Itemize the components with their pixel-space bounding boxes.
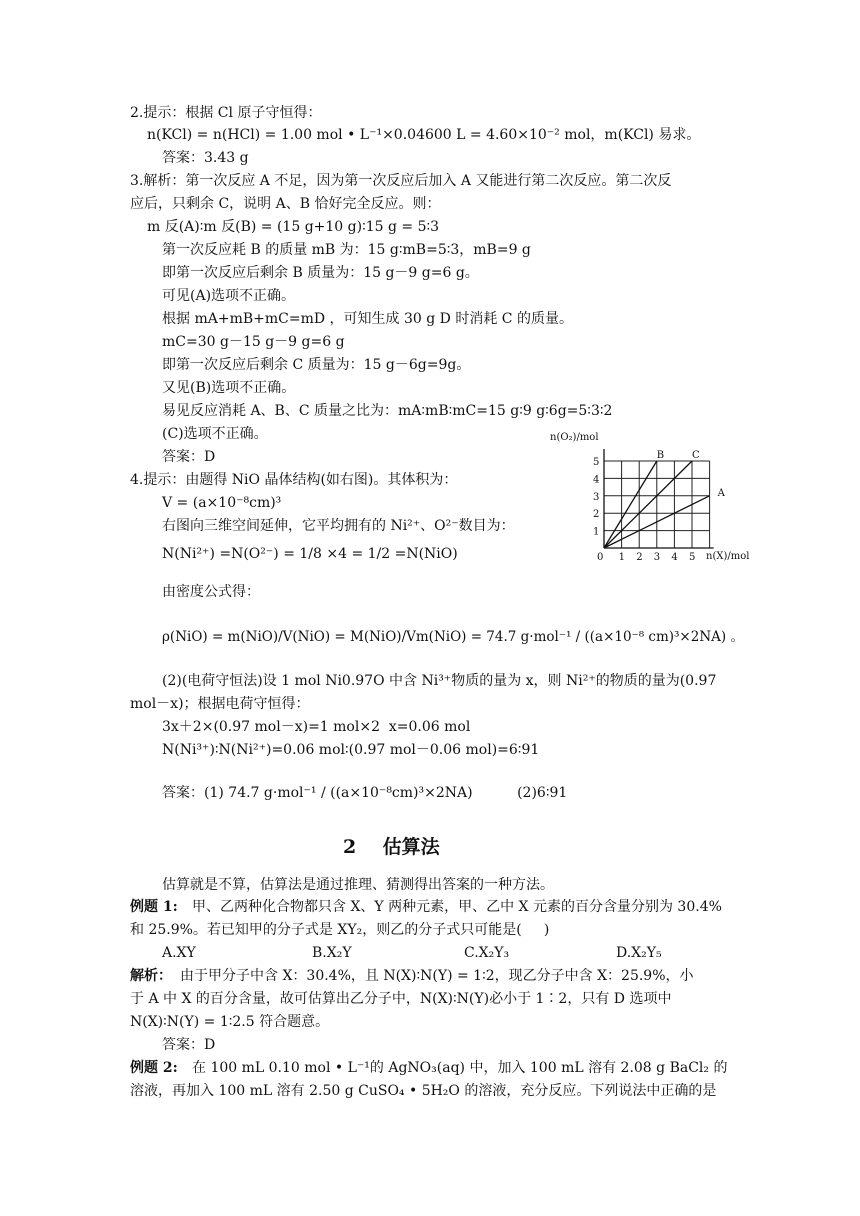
y-tick-label: 4 — [593, 474, 600, 486]
formula-line: N(Ni²⁺) =N(O²⁻) = 1/8 ×4 = 1/2 =N(NiO) — [162, 546, 458, 562]
x-tick-label: 4 — [671, 552, 678, 563]
text-line: 在 100 mL 0.10 mol • L⁻¹的 AgNO₃(aq) 中，加入 100 mL 溶有 2.08 g BaCl₂ 的 — [192, 1060, 728, 1076]
series-label-C: C — [692, 450, 700, 461]
text-line: 于 A 中 X 的百分含量，故可估算出乙分子中，N(X)∶N(Y)必小于 1∶2，只有 D 选项中 — [130, 991, 672, 1007]
text-line: 答案：D — [162, 449, 216, 465]
text-line: 3x＋2×(0.97 mol－x)=1 mol×2 x=0.06 mol — [162, 719, 471, 735]
text-line: 由于甲分子中含 X：30.4%，且 N(X)∶N(Y) = 1∶2，现乙分子中含 X：25.9%，小 — [180, 968, 694, 984]
text-line: 答案：D — [162, 1037, 216, 1053]
example-label: 例题 1: — [130, 899, 178, 915]
text-line: 易见反应消耗 A、B、C 质量之比为：mA∶mB∶mC=15 g∶9 g∶6g=5∶3∶2 — [162, 403, 613, 419]
text-line: (2)(电荷守恒法)设 1 mol Ni0.97O 中含 Ni³⁺物质的量为 x，则 Ni²⁺的物质的量为(0.97 — [162, 673, 717, 689]
chart-series-group — [604, 450, 726, 548]
text-line: 估算就是不算，估算法是通过推理、猜测得出答案的一种方法。 — [162, 877, 554, 893]
x-axis-label: n(X)/mol — [706, 551, 750, 562]
y-tick-label: 2 — [593, 509, 600, 521]
text-line: mol－x)；根据电荷守恒得： — [130, 696, 310, 712]
text-line: 4.提示：由题得 NiO 晶体结构(如右图)。其体积为： — [130, 472, 458, 488]
line-chart — [548, 428, 758, 568]
series-line-C — [604, 461, 692, 548]
x-tick-label: 0 — [597, 552, 604, 563]
analysis-label: 解析： — [130, 968, 172, 984]
x-tick-label: 5 — [689, 552, 696, 563]
text-line: 甲、乙两种化合物都只含 X、Y 两种元素，甲、乙中 X 元素的百分含量分别为 30.4% — [192, 899, 722, 915]
series-label-B: B — [656, 450, 665, 461]
text-line: N(X)∶N(Y) = 1∶2.5 符合题意。 — [130, 1014, 330, 1030]
text-line: 可见(A)选项不正确。 — [162, 288, 296, 304]
series-label-A: A — [717, 487, 725, 499]
text-line: n(KCl) = n(HCl) = 1.00 mol • L⁻¹×0.04600 L = 4.60×10⁻² mol，m(KCl) 易求。 — [147, 127, 701, 143]
text-line: 和 25.9%。若已知甲的分子式是 XY₂，则乙的分子式只可能是( ) — [130, 922, 550, 938]
y-axis-label: n(O₂)/mol — [550, 432, 599, 443]
x-tick-label: 1 — [618, 552, 625, 563]
y-tick-label: 5 — [593, 457, 600, 468]
text-line: 应后，只剩余 C，说明 A、B 恰好完全反应。则： — [130, 196, 441, 212]
text-line: 3.解析：第一次反应 A 不足，因为第一次反应后加入 A 又能进行第二次反应。第二次反 — [130, 173, 672, 189]
formula-line: 答案：(1) 74.7 g·mol⁻¹ / ((a×10⁻⁸cm)³×2NA) (2)6∶91 — [162, 785, 568, 801]
text-line: mC=30 g－15 g－9 g=6 g — [162, 334, 345, 350]
option-d: D.X₂Y₅ — [616, 945, 662, 961]
y-tick-label: 3 — [593, 491, 600, 503]
chart-axes — [604, 449, 714, 548]
text-line: 即第一次反应后剩余 B 质量为：15 g－9 g=6 g。 — [162, 265, 479, 281]
formula-line: ρ(NiO) = m(NiO)/V(NiO) = M(NiO)/Vm(NiO) = 74.7 g·mol⁻¹ / ((a×10⁻⁸ cm)³×2NA) 。 — [162, 629, 744, 645]
x-tick-label: 3 — [653, 552, 661, 563]
text-line: 即第一次反应后剩余 C 质量为：15 g－6g=9g。 — [162, 357, 471, 373]
text-line: N(Ni³⁺)∶N(Ni²⁺)=0.06 mol∶(0.97 mol－0.06 mol)=6∶91 — [162, 742, 540, 758]
option-c: C.X₂Y₃ — [464, 945, 510, 961]
text-line: 2.提示：根据 Cl 原子守恒得： — [130, 105, 322, 121]
text-line: 第一次反应耗 B 的质量 mB 为：15 g∶mB=5∶3，mB=9 g — [162, 242, 531, 258]
text-line: 右图向三维空间延伸，它平均拥有的 Ni²⁺、O²⁻数目为： — [162, 518, 515, 534]
text-line: 根据 mA+mB+mC=mD ，可知生成 30 g D 时消耗 C 的质量。 — [162, 311, 573, 327]
example-label: 例题 2: — [130, 1060, 178, 1076]
option-b: B.X₂Y — [312, 945, 352, 961]
text-line: V = (a×10⁻⁸cm)³ — [162, 495, 282, 511]
text-line: m 反(A)∶m 反(B) = (15 g+10 g)∶15 g = 5∶3 — [147, 219, 440, 235]
chart-grid — [604, 461, 710, 548]
text-line: 又见(B)选项不正确。 — [162, 380, 296, 396]
y-tick-label: 1 — [593, 526, 600, 538]
text-line: 答案：3.43 g — [162, 150, 249, 166]
text-line: 溶液，再加入 100 mL 溶有 2.50 g CuSO₄ • 5H₂O 的溶液，充分反应。下列说法中正确的是 — [130, 1083, 717, 1099]
section-heading: 2 估算法 — [343, 836, 440, 858]
option-a: A.XY — [162, 945, 196, 961]
text-line: 由密度公式得： — [162, 584, 260, 600]
text-line: (C)选项不正确。 — [162, 426, 268, 442]
x-tick-label: 2 — [636, 552, 643, 563]
